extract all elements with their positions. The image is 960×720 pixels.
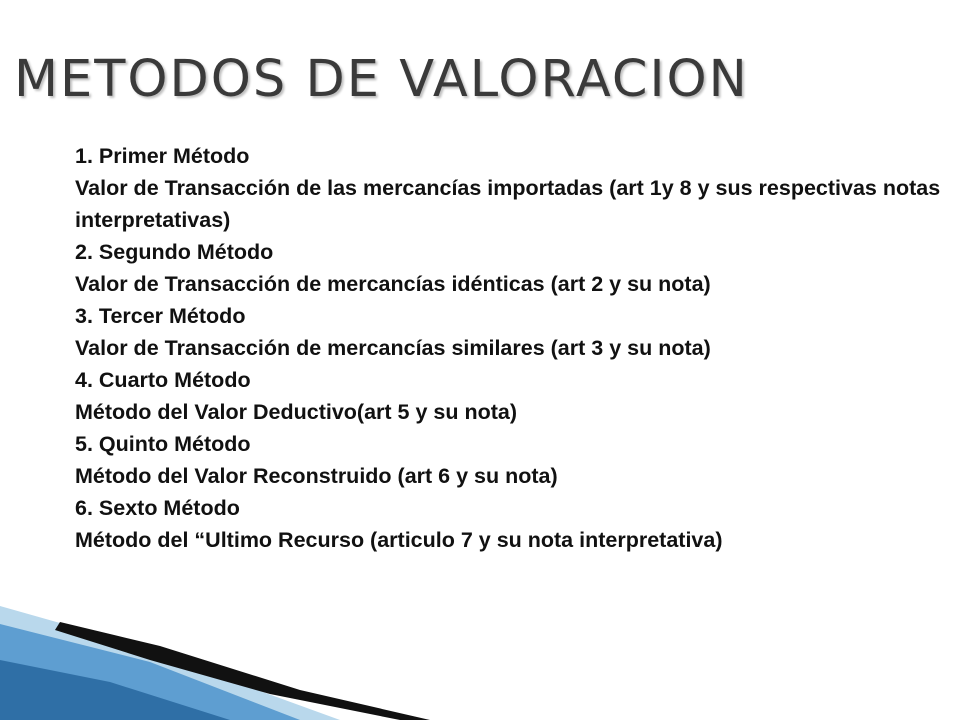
methods-list: [75, 140, 945, 556]
method-heading-4: 4. Cuarto Método: [75, 368, 251, 392]
method-heading-2: 2. Segundo Método: [75, 240, 274, 264]
method-description-6: Método del “Ultimo Recurso (articulo 7 y su nota interpretativa): [75, 528, 723, 552]
method-heading-6: 6. Sexto Método: [75, 496, 240, 520]
method-description-4: Método del Valor Deductivo(art 5 y su nota): [75, 400, 518, 424]
method-description-3: Valor de Transacción de mercancías similares (art 3 y su nota): [75, 336, 711, 360]
method-heading-3: 3. Tercer Método: [75, 304, 246, 328]
method-heading-1: 1. Primer Método: [75, 144, 250, 168]
method-heading-5: 5. Quinto Método: [75, 432, 251, 456]
method-description-5: Método del Valor Reconstruido (art 6 y su nota): [75, 464, 558, 488]
method-description-1: Valor de Transacción de las mercancías importadas (art 1y 8 y sus respectivas notas interpretativas): [75, 176, 941, 232]
method-description-2: Valor de Transacción de mercancías idénticas (art 2 y su nota): [75, 272, 711, 296]
slide-title: METODOS DE VALORACION: [14, 50, 749, 109]
